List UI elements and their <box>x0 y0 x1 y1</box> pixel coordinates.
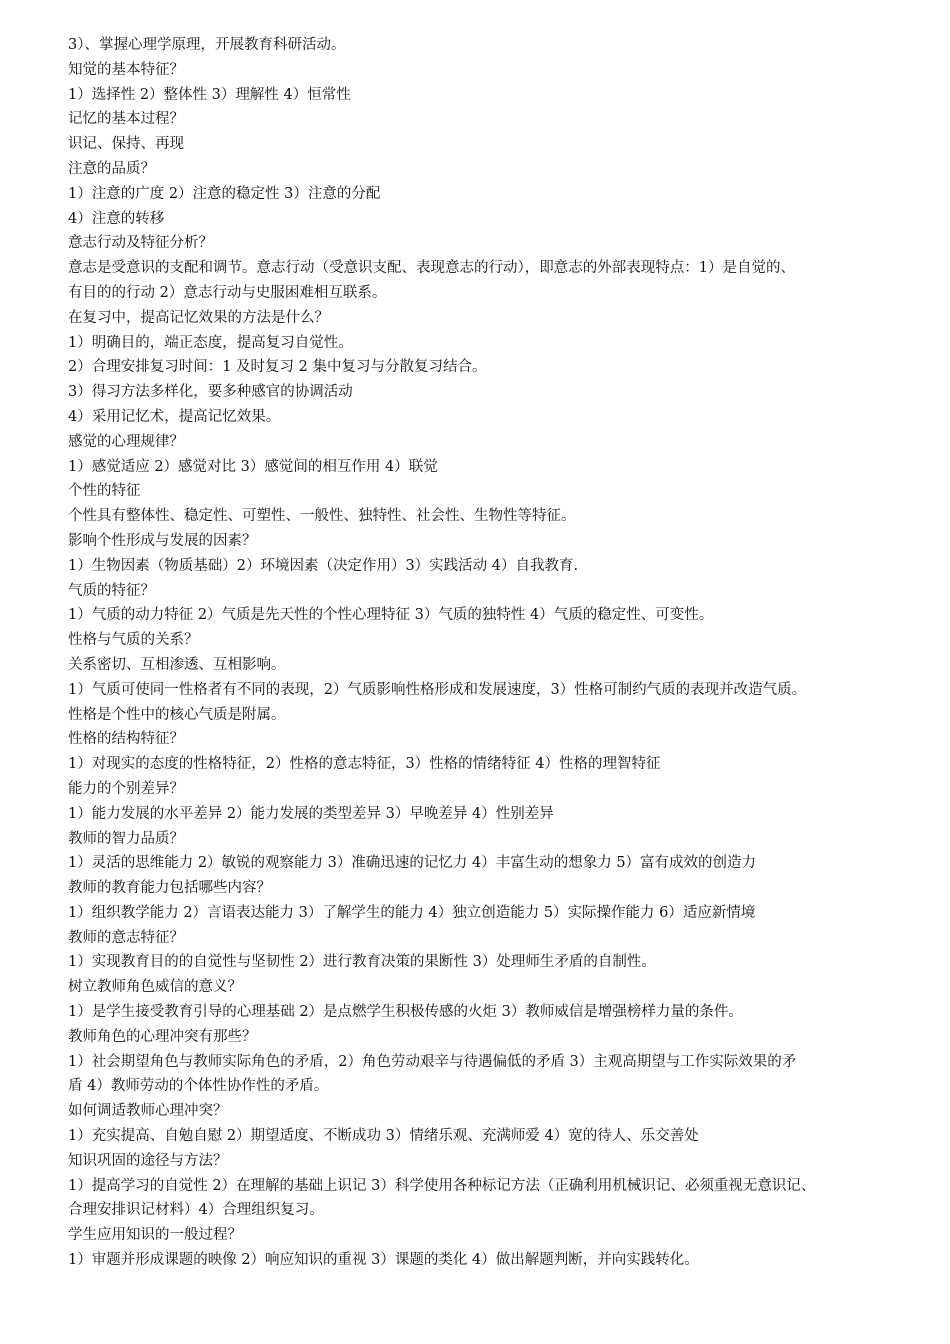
answer-text: 1）灵活的思维能力 2）敏锐的观察能力 3）准确迅速的记忆力 4）丰富生动的想象力 5）富有成效的创造力 <box>68 855 757 872</box>
question-heading: 教师的智力品质？ <box>68 830 184 847</box>
answer-text: 2）合理安排复习时间：1 及时复习 2 集中复习与分散复习结合。 <box>68 359 487 376</box>
answer-text: 1）生物因素（物质基础）2）环境因素（决定作用）3）实践活动 4）自我教育. <box>68 557 579 574</box>
answer-text: 3）得习方法多样化，要多种感官的协调活动 <box>68 384 353 401</box>
document-page <box>68 33 916 1273</box>
answer-text: 意志是受意识的支配和调节。意志行动（受意识支配、表现意志的行动），即意志的外部表现特点：1）是自觉的、 <box>68 260 795 277</box>
answer-text: 1）组织教学能力 2）言语表达能力 3）了解学生的能力 4）独立创造能力 5）实际操作能力 6）适应新情境 <box>68 904 756 921</box>
question-heading: 气质的特征？ <box>68 582 155 599</box>
answer-text: 1）充实提高、自勉自慰 2）期望适度、不断成功 3）情绪乐观、充满师爱 4）宽的待人、乐交善处 <box>68 1128 699 1145</box>
answer-text: 识记、保持、再现 <box>68 136 184 153</box>
question-heading: 教师的意志特征？ <box>68 929 184 946</box>
text-line: 3）、掌握心理学原理，开展教育科研活动。 <box>68 37 346 53</box>
question-heading: 知识巩固的途径与方法？ <box>68 1152 228 1169</box>
answer-text: 1）明确目的，端正态度，提高复习自觉性。 <box>68 334 353 351</box>
question-heading: 树立教师角色威信的意义？ <box>68 979 242 996</box>
question-heading: 能力的个别差异？ <box>68 780 184 797</box>
answer-text: 1）提高学习的自觉性 2）在理解的基础上识记 3）科学使用各种标记方法（正确利用机械识记、必须重视无意识记、 <box>68 1177 816 1194</box>
answer-text: 个性具有整体性、稳定性、可塑性、一般性、独特性、社会性、生物性等特征。 <box>68 508 576 525</box>
answer-text: 1）气质可使同一性格者有不同的表现，2）气质影响性格形成和发展速度，3）性格可制约气质的表现并改造气质。 <box>68 681 807 698</box>
question-heading: 教师的教育能力包括哪些内容？ <box>68 880 271 897</box>
answer-text: 1）能力发展的水平差异 2）能力发展的类型差异 3）早晚差异 4）性别差异 <box>68 805 554 822</box>
question-heading: 性格的结构特征？ <box>68 731 184 748</box>
answer-text: 盾 4）教师劳动的个体性协作性的矛盾。 <box>68 1078 329 1095</box>
question-heading: 教师角色的心理冲突有那些？ <box>68 1028 257 1045</box>
question-heading: 影响个性形成与发展的因素？ <box>68 532 257 549</box>
answer-text: 1）对现实的态度的性格特征，2）性格的意志特征，3）性格的情绪特征 4）性格的理智特征 <box>68 756 661 773</box>
answer-text: 4）注意的转移 <box>68 210 165 227</box>
question-heading: 知觉的基本特征？ <box>68 61 184 78</box>
question-heading: 性格与气质的关系？ <box>68 632 199 649</box>
answer-text: 1）气质的动力特征 2）气质是先天性的个性心理特征 3）气质的独特性 4）气质的稳定性、可变性。 <box>68 607 714 624</box>
answer-text: 关系密切、互相渗透、互相影响。 <box>68 656 286 673</box>
question-heading: 记忆的基本过程？ <box>68 111 184 128</box>
answer-text: 4）采用记忆术，提高记忆效果。 <box>68 408 281 425</box>
question-heading: 感觉的心理规律？ <box>68 433 184 450</box>
answer-text: 1）选择性 2）整体性 3）理解性 4）恒常性 <box>68 86 351 103</box>
question-heading: 学生应用知识的一般过程？ <box>68 1227 242 1244</box>
answer-text: 有目的的行动 2）意志行动与史服困难相互联系。 <box>68 284 387 301</box>
answer-text: 1）实现教育目的的自觉性与坚韧性 2）进行教育决策的果断性 3）处理师生矛盾的自制性。 <box>68 954 656 971</box>
answer-text: 1）社会期望角色与教师实际角色的矛盾，2）角色劳动艰辛与待遇偏低的矛盾 3）主观高期望与工作实际效果的矛 <box>68 1053 797 1070</box>
question-heading: 在复习中，提高记忆效果的方法是什么？ <box>68 309 329 326</box>
answer-text: 1）注意的广度 2）注意的稳定性 3）注意的分配 <box>68 185 381 202</box>
question-heading: 如何调适教师心理冲突？ <box>68 1103 228 1120</box>
answer-text: 1）审题并形成课题的映像 2）响应知识的重视 3）课题的类化 4）做出解题判断，并向实践转化。 <box>68 1252 699 1269</box>
question-heading: 个性的特征 <box>68 483 141 500</box>
answer-text: 1）感觉适应 2）感觉对比 3）感觉间的相互作用 4）联觉 <box>68 458 438 475</box>
question-heading: 注意的品质？ <box>68 160 155 177</box>
question-heading: 意志行动及特征分析？ <box>68 235 213 252</box>
answer-text: 性格是个性中的核心气质是附属。 <box>68 706 286 723</box>
answer-text: 1）是学生接受教育引导的心理基础 2）是点燃学生积极传感的火炬 3）教师威信是增强榜样力量的条件。 <box>68 1004 743 1021</box>
answer-text: 合理安排识记材料）4）合理组织复习。 <box>68 1202 324 1219</box>
